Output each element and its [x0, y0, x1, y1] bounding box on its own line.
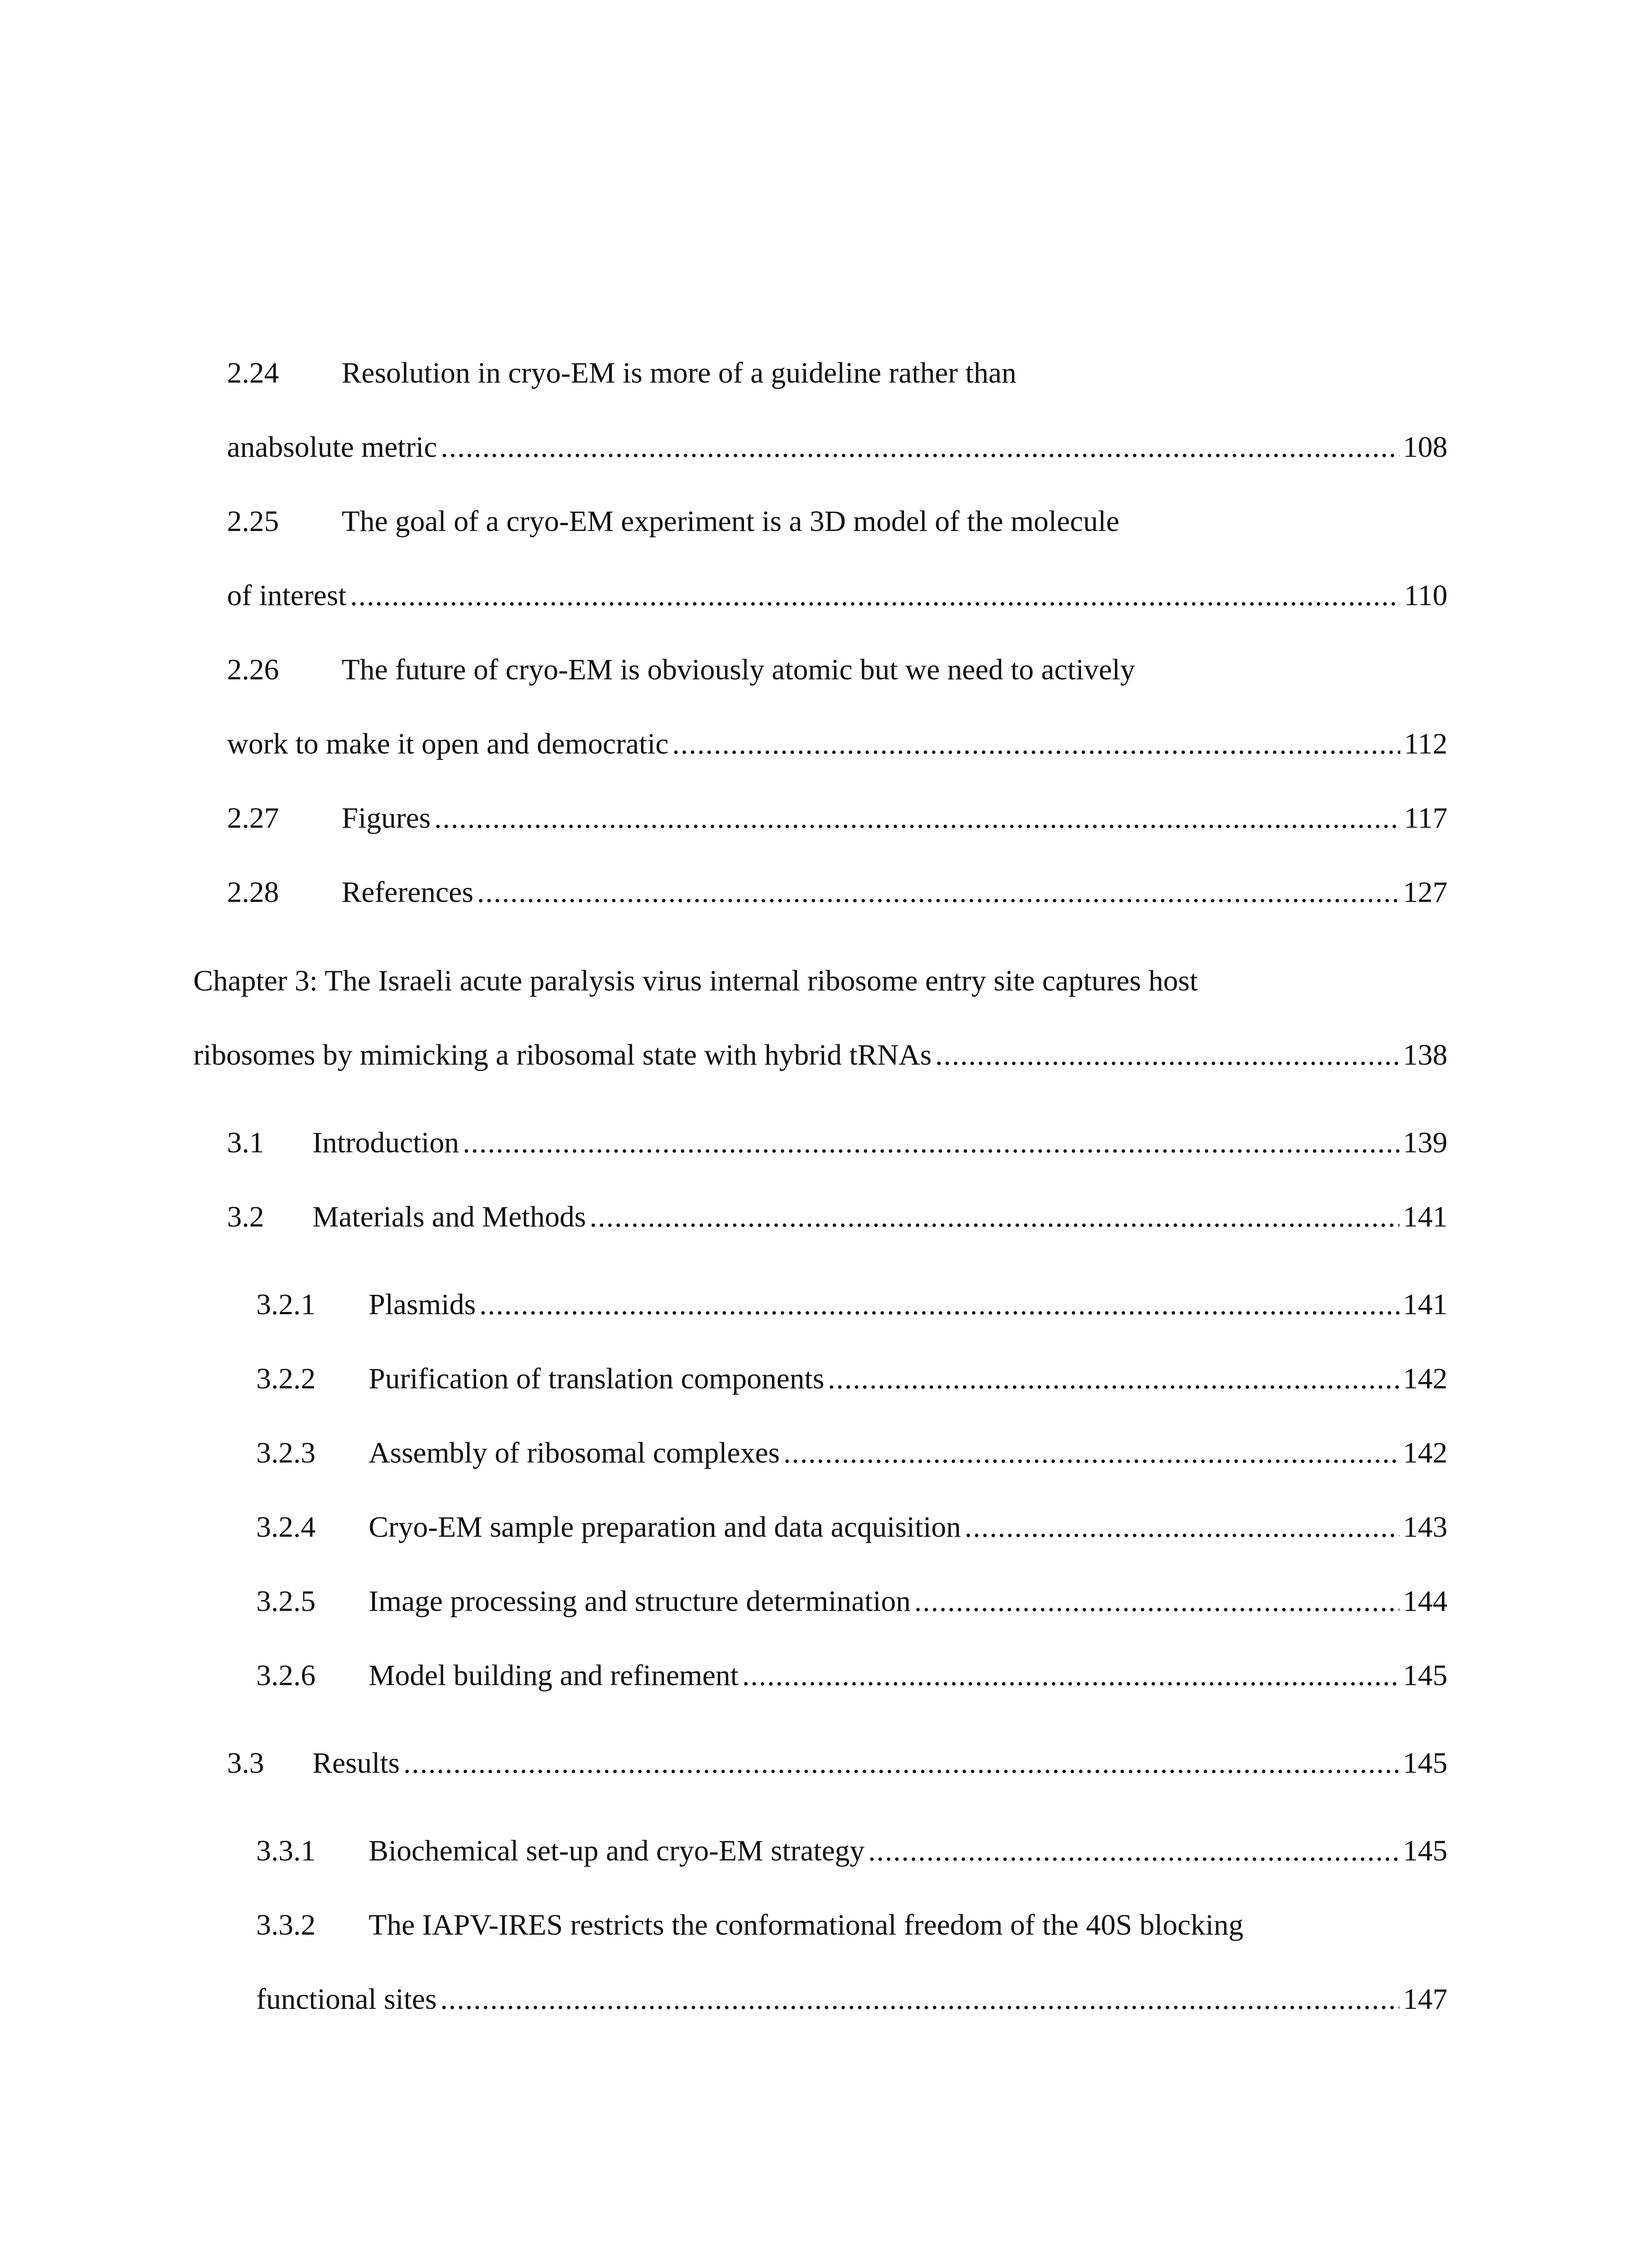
toc-page-number: 127: [1403, 876, 1447, 909]
toc-number: 3.2.1: [256, 1288, 316, 1321]
toc-chapter-entry: [193, 963, 1447, 1073]
dot-leader: [434, 800, 1400, 836]
toc-number: 3.2.4: [256, 1511, 316, 1543]
dot-leader: [742, 1658, 1399, 1694]
toc-entry: [193, 1287, 1447, 1323]
dot-leader: [479, 1287, 1399, 1323]
toc-number: 3.2.3: [256, 1436, 316, 1469]
toc-entry: [193, 1199, 1447, 1235]
toc-title: Results: [312, 1747, 400, 1780]
toc-number: 2.27: [227, 802, 279, 834]
toc-number: 2.26: [227, 653, 279, 686]
toc-page-number: 141: [1403, 1288, 1447, 1321]
toc-title-continued: work to make it open and democratic: [227, 727, 669, 760]
toc-chapter-title: Chapter 3: The Israeli acute paralysis virus internal ribosome entry site captures host: [193, 964, 1198, 997]
toc-title: Purification of translation components: [369, 1362, 824, 1395]
toc-title-continued: functional sites: [256, 1983, 437, 2016]
dot-leader: [441, 429, 1399, 465]
toc-number: 3.3.1: [256, 1834, 316, 1867]
toc-number: 3.2.2: [256, 1362, 316, 1395]
dot-leader: [672, 726, 1400, 762]
toc-page-number: 145: [1403, 1834, 1447, 1867]
toc-title: Introduction: [312, 1126, 459, 1159]
dot-leader: [868, 1833, 1399, 1869]
toc-title: Materials and Methods: [312, 1200, 586, 1233]
dot-leader: [935, 1037, 1399, 1073]
toc-entry: [193, 1125, 1447, 1161]
toc-entry: [193, 1658, 1447, 1694]
toc-number: 3.1: [227, 1126, 264, 1159]
toc-number: 2.25: [227, 505, 279, 538]
toc-page-number: 147: [1403, 1983, 1447, 2016]
toc-entry: [193, 1509, 1447, 1545]
dot-leader: [463, 1125, 1399, 1161]
toc-title: The goal of a cryo-EM experiment is a 3D model of the molecule: [342, 505, 1120, 538]
toc-entry: [193, 1833, 1447, 1869]
toc-title: Biochemical set-up and cryo-EM strategy: [369, 1834, 865, 1867]
dot-leader: [965, 1509, 1399, 1545]
dot-leader: [477, 874, 1399, 910]
toc-title: Cryo-EM sample preparation and data acquisition: [369, 1511, 961, 1543]
dot-leader: [350, 578, 1401, 614]
toc-page-number: 108: [1403, 431, 1447, 464]
toc-page-number: 144: [1403, 1585, 1447, 1618]
toc-title-continued: ribosomes by mimicking a ribosomal state with hybrid tRNAs: [193, 1039, 932, 1071]
toc-number: 3.3: [227, 1747, 264, 1780]
dot-leader: [914, 1583, 1399, 1619]
toc-number: 3.2.5: [256, 1585, 316, 1618]
toc-page-number: 143: [1403, 1511, 1447, 1543]
dot-leader: [828, 1361, 1399, 1397]
dot-leader: [784, 1435, 1399, 1471]
toc-title: The future of cryo-EM is obviously atomic but we need to actively: [342, 653, 1135, 686]
toc-entry: [193, 355, 1447, 465]
dot-leader: [590, 1199, 1399, 1235]
dot-leader: [440, 1981, 1399, 2017]
toc-title-continued: of interest: [227, 579, 347, 612]
toc-entry: [193, 504, 1447, 614]
toc-number: 3.2.6: [256, 1659, 316, 1692]
toc-entry: [193, 1745, 1447, 1781]
toc-entry: [193, 874, 1447, 910]
toc-entry: [193, 1907, 1447, 2017]
toc-page-number: 145: [1403, 1659, 1447, 1692]
toc-page-number: 112: [1404, 727, 1447, 760]
toc-title-continued: anabsolute metric: [227, 431, 437, 464]
toc-page-number: 142: [1403, 1362, 1447, 1395]
toc-page-number: 142: [1403, 1436, 1447, 1469]
toc-number: 2.28: [227, 876, 279, 909]
toc-page-number: 110: [1404, 579, 1447, 612]
toc-entry: [193, 1435, 1447, 1471]
toc-title: Figures: [342, 802, 431, 834]
toc-entry: [193, 652, 1447, 762]
toc-number: 3.3.2: [256, 1909, 316, 1941]
toc-title: References: [342, 876, 474, 909]
toc-number: 3.2: [227, 1200, 264, 1233]
toc-entry: [193, 800, 1447, 836]
toc-page-number: 117: [1404, 802, 1447, 834]
toc-title: Resolution in cryo-EM is more of a guideline rather than: [342, 357, 1017, 389]
toc-title: Assembly of ribosomal complexes: [369, 1436, 780, 1469]
toc-title: Model building and refinement: [369, 1659, 739, 1692]
toc-number: 2.24: [227, 357, 279, 389]
toc-entry: [193, 1583, 1447, 1619]
toc-entry: [193, 1361, 1447, 1397]
toc-title: Plasmids: [369, 1288, 476, 1321]
toc-page-number: 141: [1403, 1200, 1447, 1233]
toc-page-number: 138: [1403, 1039, 1447, 1071]
toc-title: The IAPV-IRES restricts the conformational freedom of the 40S blocking: [369, 1909, 1243, 1941]
toc-page-number: 139: [1403, 1126, 1447, 1159]
dot-leader: [403, 1745, 1399, 1781]
toc-page-number: 145: [1403, 1747, 1447, 1780]
toc-title: Image processing and structure determination: [369, 1585, 911, 1618]
